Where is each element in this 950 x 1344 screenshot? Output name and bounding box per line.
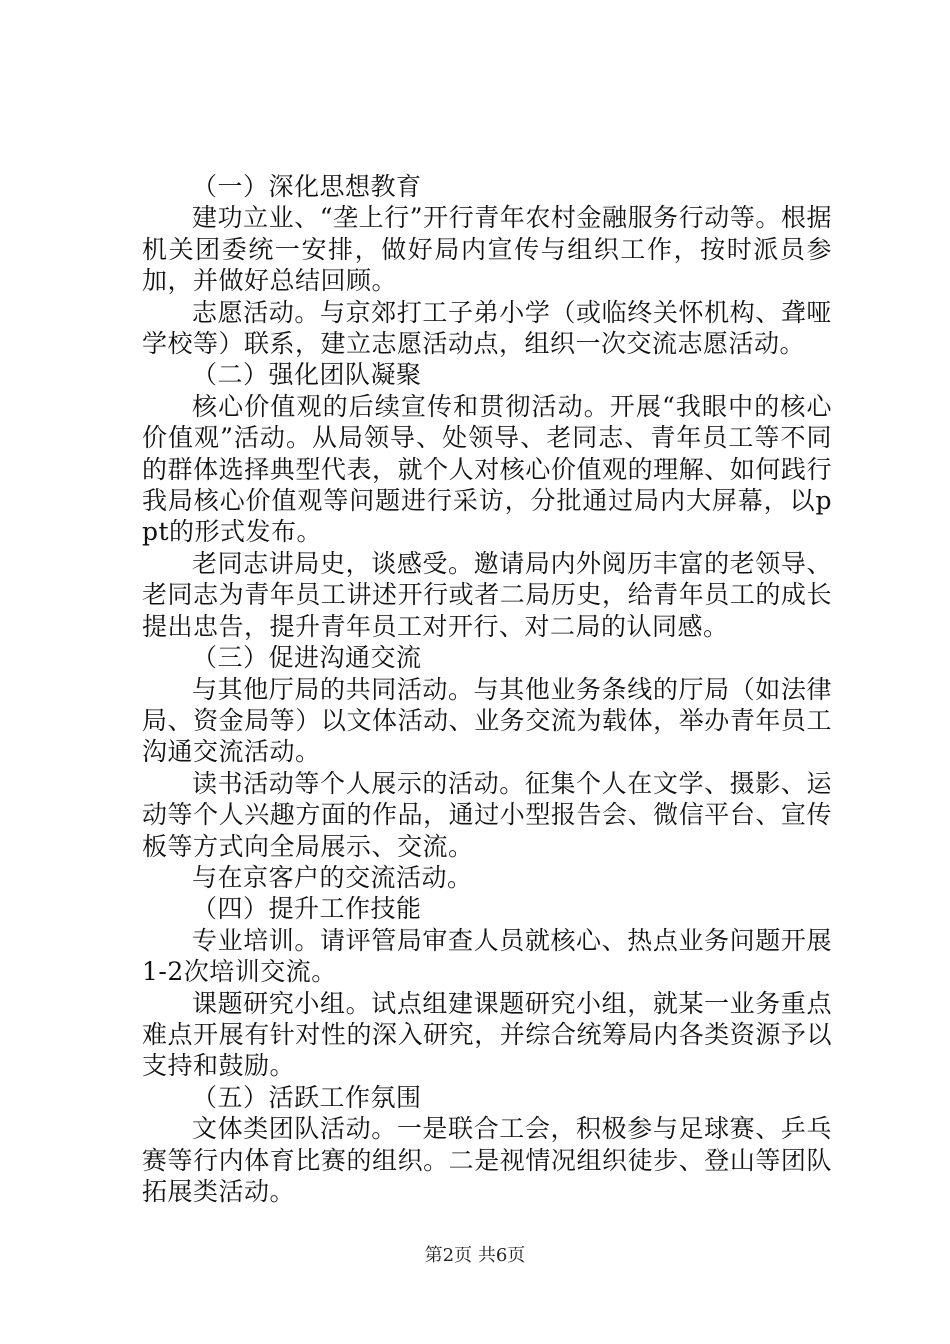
- section-heading-3: （三）促进沟通交流: [192, 643, 422, 673]
- page-footer: [0, 1241, 950, 1267]
- paragraph: 老同志讲局史，谈感受。邀请局内外阅历丰富的老领导、老同志为青年员工讲述开行或者二局历史，给青年员工的成长提出忠告，提升青年员工对开行、对二局的认同感。: [142, 548, 832, 641]
- section-heading-4: （四）提升工作技能: [192, 894, 422, 924]
- section-heading-5: （五）活跃工作氛围: [192, 1082, 422, 1112]
- paragraph: 与在京客户的交流活动。: [192, 862, 473, 892]
- paragraph: 专业培训。请评管局审查人员就核心、热点业务问题开展1-2次培训交流。: [142, 925, 832, 987]
- paragraph: 读书活动等个人展示的活动。征集个人在文学、摄影、运动等个人兴趣方面的作品，通过小型报告会、微信平台、宣传板等方式向全局展示、交流。: [142, 768, 832, 861]
- paragraph: 文体类团队活动。一是联合工会，积极参与足球赛、乒乓赛等行内体育比赛的组织。二是视情况组织徒步、登山等团队拓展类活动。: [142, 1114, 832, 1206]
- section-heading-1: （一）深化思想教育: [192, 172, 422, 201]
- document-body: [142, 171, 832, 1207]
- section-heading-2: （二）强化团队凝聚: [192, 360, 422, 390]
- paragraph: 与其他厅局的共同活动。与其他业务条线的厅局（如法律局、资金局等）以文体活动、业务交流为载体，举办青年员工沟通交流活动。: [142, 674, 832, 767]
- paragraph: 志愿活动。与京郊打工子弟小学（或临终关怀机构、聋哑学校等）联系，建立志愿活动点，组织一次交流志愿活动。: [142, 297, 832, 359]
- paragraph: 核心价值观的后续宣传和贯彻活动。开展“我眼中的核心价值观”活动。从局领导、处领导、老同志、青年员工等不同的群体选择典型代表，就个人对核心价值观的理解、如何践行我局核心价值观等问题进行采访，分批通过局内大屏幕，以ppt的形式发布。: [142, 391, 832, 547]
- paragraph: 建功立业、“垄上行”开行青年农村金融服务行动等。根据机关团委统一安排，做好局内宣传与组织工作，按时派员参加，并做好总结回顾。: [142, 203, 832, 296]
- paragraph: 课题研究小组。试点组建课题研究小组，就某一业务重点难点开展有针对性的深入研究，并综合统筹局内各类资源予以支持和鼓励。: [142, 988, 832, 1081]
- page-number: 第2页 共6页: [424, 1245, 526, 1266]
